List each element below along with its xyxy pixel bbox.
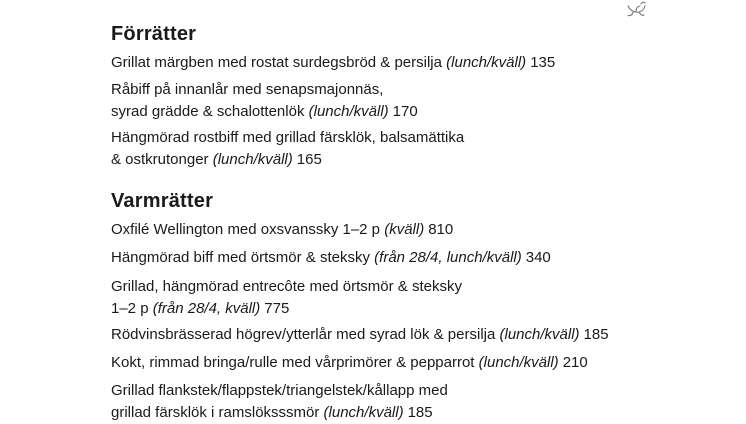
menu-item-price: 170 [392, 103, 418, 120]
menu-item-note: (lunch/kväll) [446, 54, 527, 71]
menu-item-note: (lunch/kväll) [323, 404, 404, 421]
menu-item [111, 276, 731, 320]
menu-item-text: Kokt, rimmad bringa/rulle med vårprimörer & pepparrot [111, 354, 475, 371]
menu-item [111, 79, 731, 123]
menu-item-text: Grillad flankstek/flappstek/triangelstek/kållapp med [111, 382, 448, 399]
menu-item-text: 1–2 p [111, 300, 149, 317]
bull-logo-icon [624, 0, 648, 20]
menu-item-text: Hängmörad biff med örtsmör & steksky [111, 249, 370, 266]
menu-item-text: Grillat märgben med rostat surdegsbröd & persilja [111, 54, 442, 71]
menu-item [111, 52, 731, 74]
menu-item-note: (lunch/kväll) [478, 354, 559, 371]
menu-item-text: Grillad, hängmörad entrecôte med örtsmör & steksky [111, 278, 462, 295]
section-heading-varmratter: Varmrätter [111, 190, 214, 212]
menu-item-note: (från 28/4, lunch/kväll) [374, 249, 522, 266]
menu-item-note: (lunch/kväll) [212, 151, 293, 168]
menu-item-text: & ostkrutonger [111, 151, 209, 168]
menu-item-note: (lunch/kväll) [308, 103, 389, 120]
menu-item-text: Rödvinsbrässerad högrev/ytterlår med syrad lök & persilja [111, 326, 496, 343]
menu-item-note: (kväll) [384, 221, 425, 238]
menu-item [111, 352, 731, 374]
menu-item-text: Hängmörad rostbiff med grillad färsklök, balsamättika [111, 129, 465, 146]
menu-item-text: grillad färsklök i ramslöksssmör [111, 404, 320, 421]
menu-item [111, 380, 731, 424]
menu-item [111, 247, 731, 269]
menu-item-price: 775 [264, 300, 290, 317]
menu-item-price: 810 [428, 221, 454, 238]
menu-item-text: Oxfilé Wellington med oxsvanssky 1–2 p [111, 221, 381, 238]
section-heading-forratter: Förrätter [111, 23, 197, 45]
menu-item-note: (lunch/kväll) [499, 326, 580, 343]
menu-item [111, 219, 731, 241]
menu-item-text: Råbiff på innanlår med senapsmajonnäs, [111, 81, 384, 98]
menu-item-price: 185 [407, 404, 433, 421]
menu-item-note: (från 28/4, kväll) [152, 300, 261, 317]
menu-item-price: 210 [562, 354, 588, 371]
menu-item [111, 127, 731, 171]
menu-item-price: 185 [583, 326, 609, 343]
menu-item-price: 135 [530, 54, 556, 71]
menu-item [111, 324, 731, 346]
menu-item-price: 340 [525, 249, 551, 266]
menu-item-text: syrad grädde & schalottenlök [111, 103, 305, 120]
menu-item-price: 165 [296, 151, 322, 168]
